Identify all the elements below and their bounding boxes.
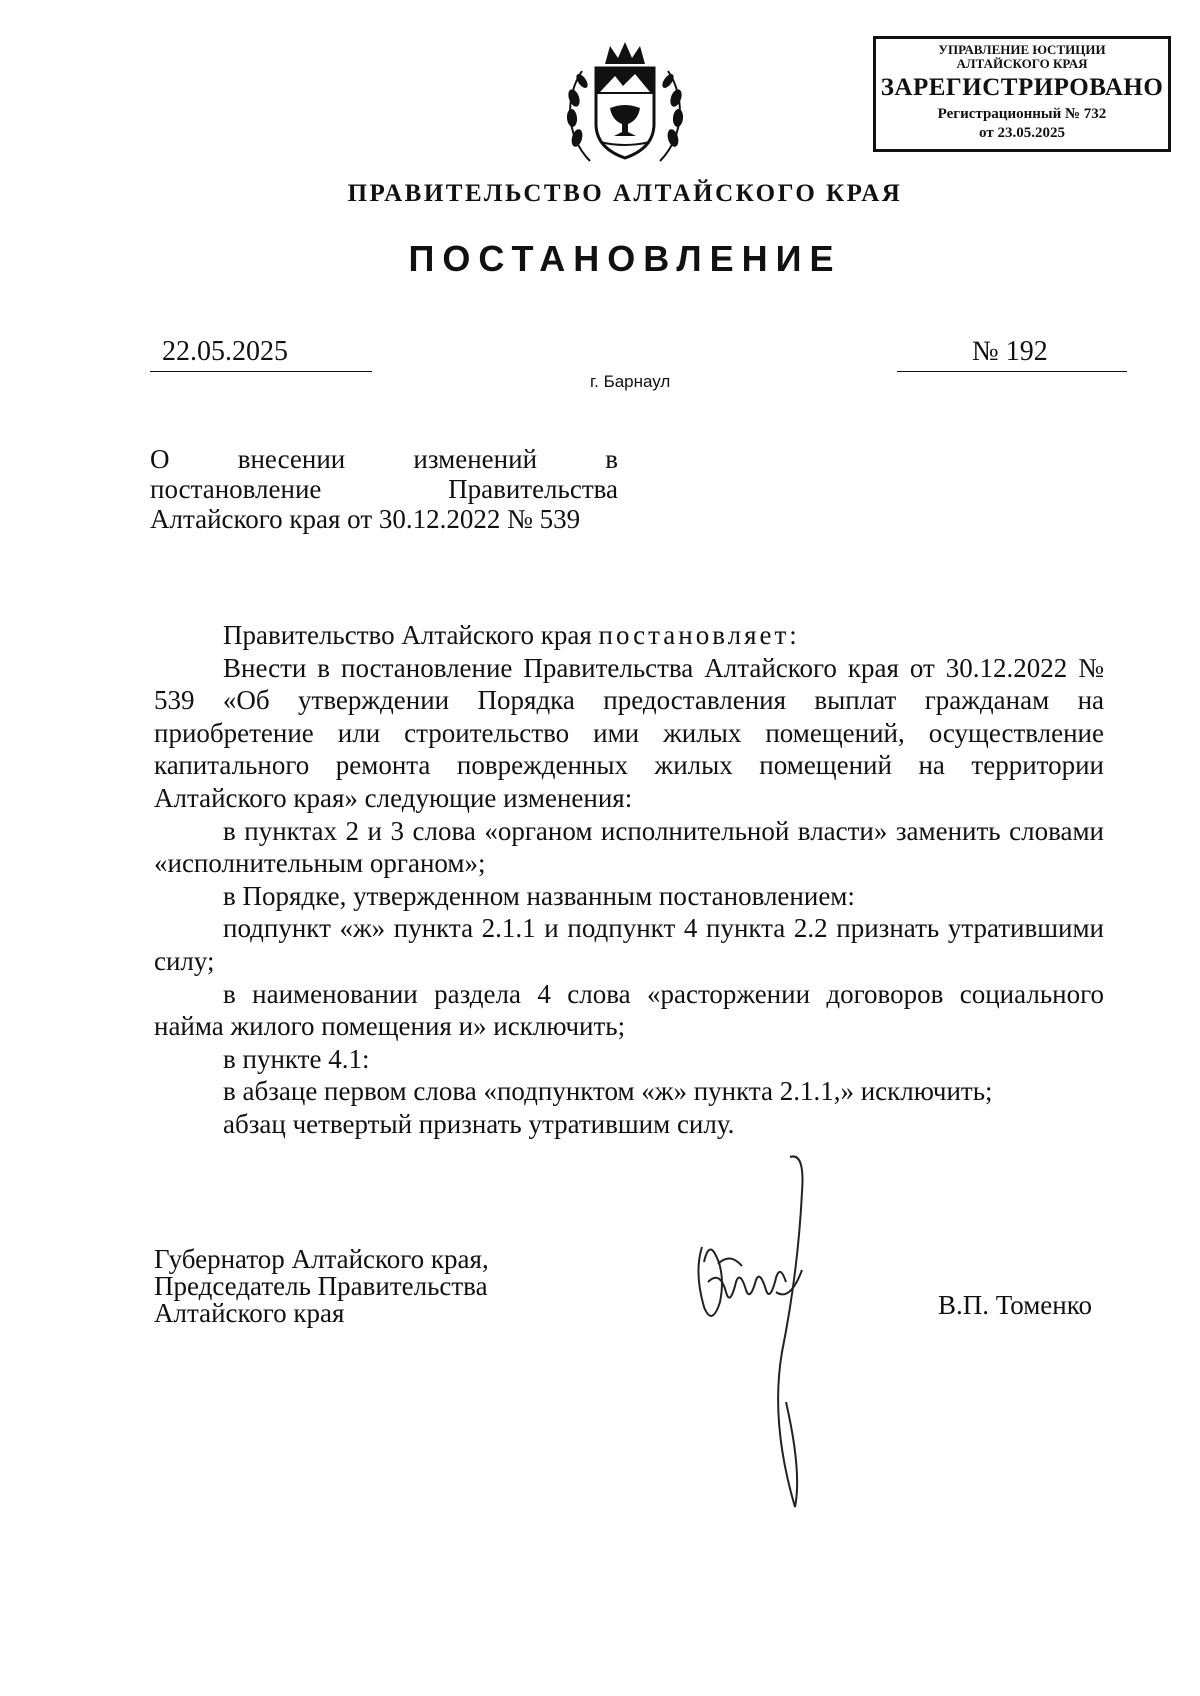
body-paragraph: в пунктах 2 и 3 слова «органом исполнительной власти» заменить словами «исполнительным органом»; — [154, 815, 1104, 879]
body-paragraph: в пункте 4.1: — [223, 1043, 370, 1074]
signer-name: В.П. Томенко — [938, 1290, 1092, 1320]
document-city: г. Барнаул — [590, 372, 671, 391]
government-title: ПРАВИТЕЛЬСТВО АЛТАЙСКОГО КРАЯ — [347, 180, 903, 207]
subject-line: Алтайского края от 30.12.2022 № 539 — [150, 504, 581, 534]
handwritten-signature-icon — [690, 1152, 840, 1512]
stamp-org-line1: УПРАВЛЕНИЕ ЮСТИЦИИ — [938, 42, 1106, 57]
coat-of-arms-icon — [560, 36, 690, 171]
document-type-title: ПОСТАНОВЛЕНИЕ — [408, 238, 842, 279]
stamp-reg-date: от 23.05.2025 — [979, 125, 1065, 141]
body-paragraph: Внести в постановление Правительства Алтайского края от 30.12.2022 № 539 «Об утверждении Порядка предоставления выплат гражданам на приобретение или строительство ими жилых помещений, осуществление капитального ремонта поврежденных жилых помещений на территории Алтайского края» следующие изменения: — [154, 652, 1104, 813]
document-date: 22.05.2025 — [150, 336, 372, 372]
body-paragraph: абзац четвертый признать утратившим силу. — [223, 1108, 735, 1139]
body-paragraph: подпункт «ж» пункта 2.1.1 и подпункт 4 пункта 2.2 признать утратившими силу; — [154, 913, 1104, 976]
subject-line: О внесении изменений в — [150, 444, 618, 474]
document-number: № 192 — [897, 336, 1127, 372]
stamp-org-line2: АЛТАЙСКОГО КРАЯ — [956, 56, 1088, 71]
signer-title-line: Председатель Правительства — [154, 1271, 488, 1301]
signer-title-line: Губернатор Алтайского края, — [154, 1244, 489, 1274]
document-body — [154, 619, 1104, 1141]
document-subject — [150, 444, 618, 534]
registration-stamp — [873, 36, 1171, 152]
body-paragraph: в абзаце первом слова «подпунктом «ж» пункта 2.1.1,» исключить; — [223, 1076, 993, 1107]
body-intro — [154, 619, 1104, 652]
signer-title — [154, 1246, 574, 1327]
subject-line: постановление Правительства — [150, 474, 618, 504]
body-paragraph: в Порядке, утвержденном названным постановлением: — [223, 880, 855, 911]
signer-title-line: Алтайского края — [154, 1298, 345, 1328]
stamp-status: ЗАРЕГИСТРИРОВАНО — [880, 74, 1164, 101]
stamp-reg-number: Регистрационный № 732 — [937, 106, 1107, 122]
intro-suffix: : — [789, 620, 797, 650]
intro-spaced-verb: постановляет — [598, 620, 790, 650]
intro-prefix: Правительство Алтайского края — [223, 620, 599, 650]
body-paragraph: в наименовании раздела 4 слова «расторжении договоров социального найма жилого помещения и» исключить; — [154, 978, 1104, 1042]
